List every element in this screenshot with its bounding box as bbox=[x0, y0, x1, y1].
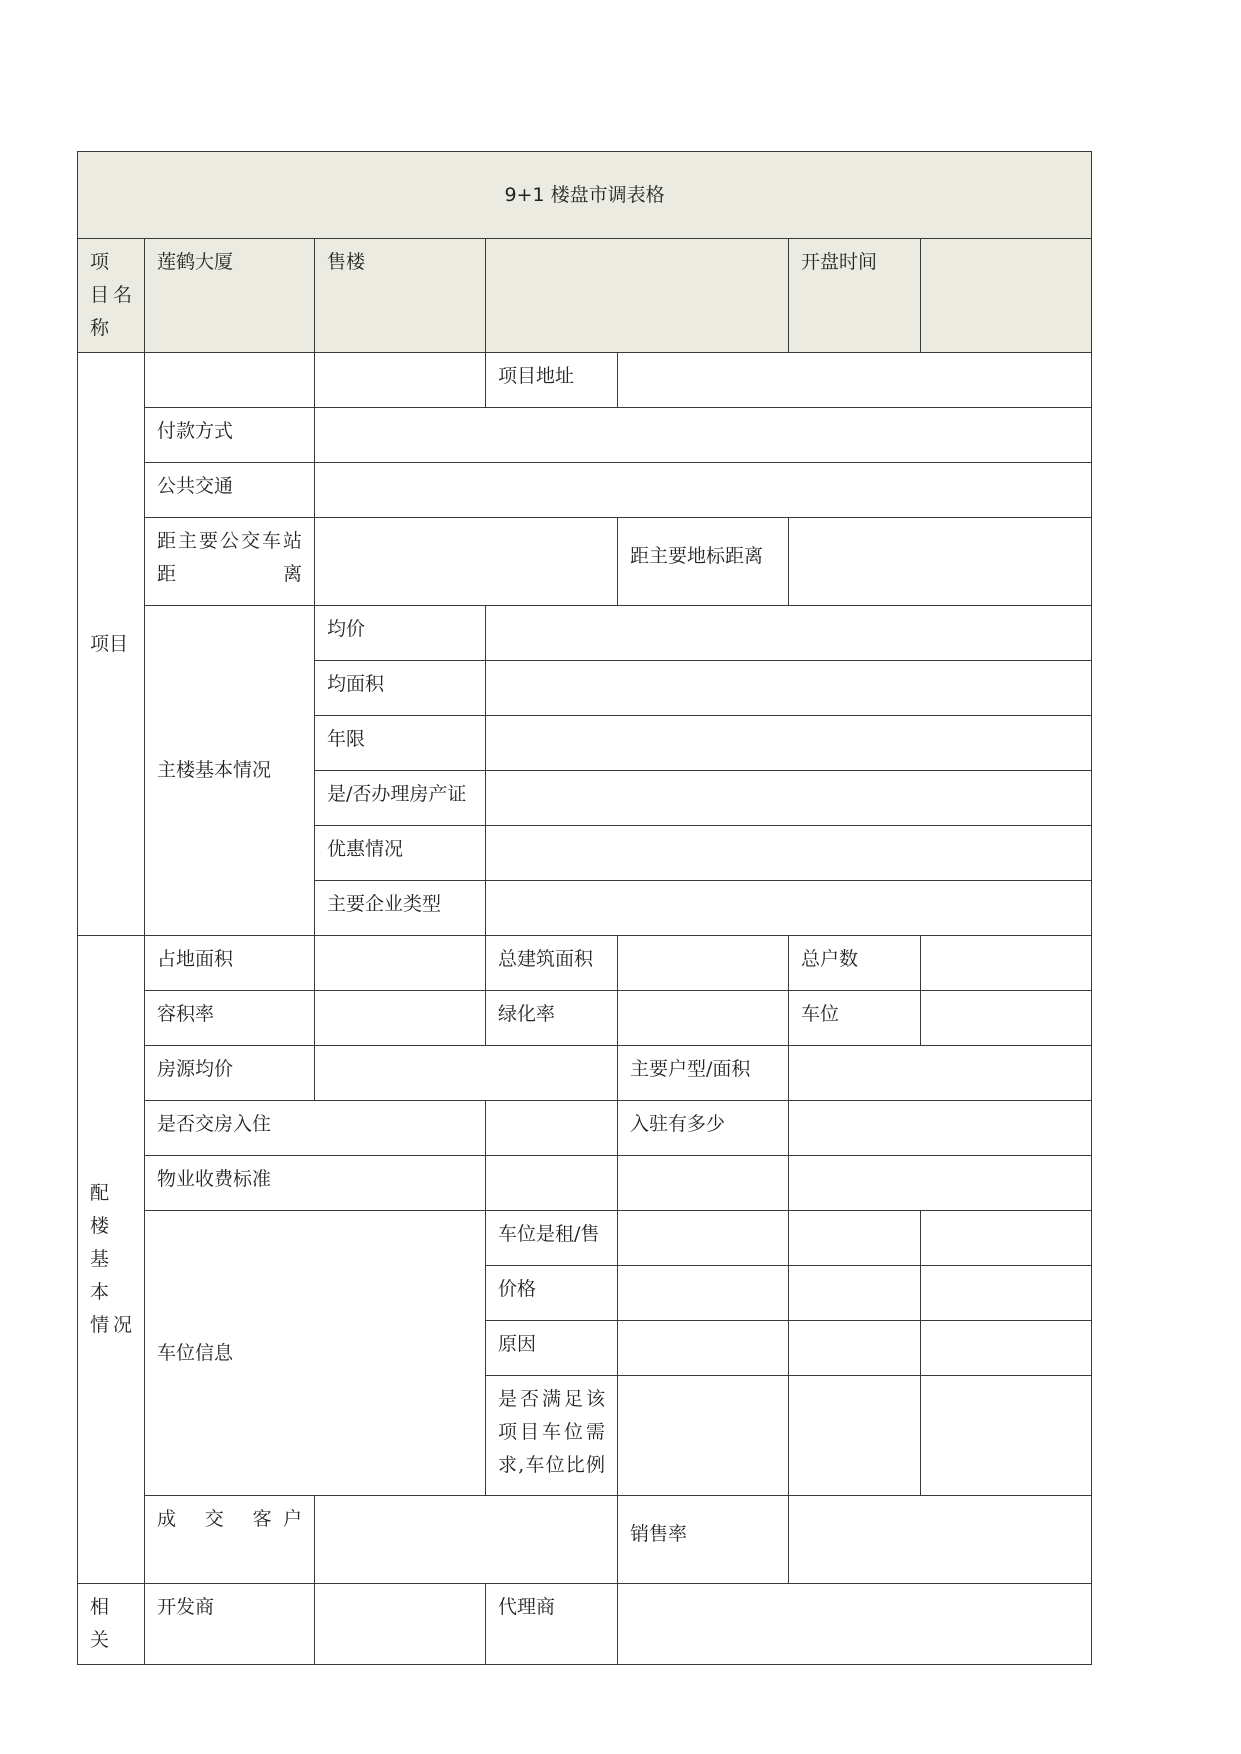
green-ratio-value-cell[interactable] bbox=[618, 991, 789, 1046]
parking-demand-cell[interactable] bbox=[618, 1376, 789, 1496]
sales-value-cell[interactable] bbox=[486, 239, 789, 353]
project-address-label: 项目地址 bbox=[486, 353, 618, 408]
parking-value-cell[interactable] bbox=[921, 991, 1092, 1046]
source-avg-price-label: 房源均价 bbox=[145, 1046, 315, 1101]
enterprise-type-value-cell[interactable] bbox=[486, 881, 1092, 936]
parking-demand-cell[interactable] bbox=[789, 1376, 921, 1496]
parking-demand-cell[interactable] bbox=[921, 1376, 1092, 1496]
project-blank-cell[interactable] bbox=[145, 353, 315, 408]
households-value-cell[interactable] bbox=[921, 936, 1092, 991]
project-address-value-cell[interactable] bbox=[618, 353, 1092, 408]
parking-rent-sale-cell[interactable] bbox=[618, 1211, 789, 1266]
main-building-label: 主楼基本情况 bbox=[145, 606, 315, 936]
opening-time-value-cell[interactable] bbox=[921, 239, 1092, 353]
public-transit-value-cell[interactable] bbox=[315, 463, 1092, 518]
total-floor-area-label: 总建筑面积 bbox=[486, 936, 618, 991]
parking-rent-sale-label: 车位是租/售 bbox=[486, 1211, 618, 1266]
households-label: 总户数 bbox=[789, 936, 921, 991]
avg-price-label: 均价 bbox=[315, 606, 486, 661]
deal-customers-label: 成 交 客户 bbox=[145, 1496, 315, 1584]
parking-reason-cell[interactable] bbox=[789, 1321, 921, 1376]
property-fee-extra-cell[interactable] bbox=[618, 1156, 789, 1211]
parking-reason-label: 原因 bbox=[486, 1321, 618, 1376]
parking-label: 车位 bbox=[789, 991, 921, 1046]
property-certificate-label: 是/否办理房产证 bbox=[315, 771, 486, 826]
form-title: 9+1 楼盘市调表格 bbox=[78, 152, 1092, 239]
parking-price-cell[interactable] bbox=[618, 1266, 789, 1321]
parking-price-label: 价格 bbox=[486, 1266, 618, 1321]
parking-info-label: 车位信息 bbox=[145, 1211, 486, 1496]
parking-price-cell[interactable] bbox=[789, 1266, 921, 1321]
delivered-value-cell[interactable] bbox=[486, 1101, 618, 1156]
property-fee-value-cell[interactable] bbox=[486, 1156, 618, 1211]
parking-price-cell[interactable] bbox=[921, 1266, 1092, 1321]
avg-area-label: 均面积 bbox=[315, 661, 486, 716]
avg-area-value-cell[interactable] bbox=[486, 661, 1092, 716]
developer-value-cell[interactable] bbox=[315, 1584, 486, 1665]
opening-time-label: 开盘时间 bbox=[789, 239, 921, 353]
enterprise-type-label: 主要企业类型 bbox=[315, 881, 486, 936]
payment-method-label: 付款方式 bbox=[145, 408, 315, 463]
parking-rent-sale-cell[interactable] bbox=[921, 1211, 1092, 1266]
source-avg-price-value-cell[interactable] bbox=[315, 1046, 618, 1101]
discount-label: 优惠情况 bbox=[315, 826, 486, 881]
bus-station-distance-label: 距主要公交车站距离 bbox=[145, 518, 315, 606]
property-fee-label: 物业收费标准 bbox=[145, 1156, 486, 1211]
occupancy-label: 入驻有多少 bbox=[618, 1101, 789, 1156]
parking-rent-sale-cell[interactable] bbox=[789, 1211, 921, 1266]
avg-price-value-cell[interactable] bbox=[486, 606, 1092, 661]
deal-customers-value-cell[interactable] bbox=[315, 1496, 618, 1584]
sales-label: 售楼 bbox=[315, 239, 486, 353]
property-certificate-value-cell[interactable] bbox=[486, 771, 1092, 826]
total-floor-area-value-cell[interactable] bbox=[618, 936, 789, 991]
land-area-label: 占地面积 bbox=[145, 936, 315, 991]
main-unit-type-label: 主要户型/面积 bbox=[618, 1046, 789, 1101]
delivered-label: 是否交房入住 bbox=[145, 1101, 486, 1156]
related-section-label: 相 关 bbox=[78, 1584, 145, 1665]
parking-reason-cell[interactable] bbox=[618, 1321, 789, 1376]
green-ratio-label: 绿化率 bbox=[486, 991, 618, 1046]
occupancy-value-cell[interactable] bbox=[789, 1101, 1092, 1156]
agent-label: 代理商 bbox=[486, 1584, 618, 1665]
landmark-distance-value-cell[interactable] bbox=[789, 518, 1092, 606]
payment-method-value-cell[interactable] bbox=[315, 408, 1092, 463]
project-blank-cell[interactable] bbox=[315, 353, 486, 408]
years-value-cell[interactable] bbox=[486, 716, 1092, 771]
parking-demand-label: 是否满足该项目车位需求,车位比例 bbox=[486, 1376, 618, 1496]
bus-station-distance-value-cell[interactable] bbox=[315, 518, 618, 606]
land-area-value-cell[interactable] bbox=[315, 936, 486, 991]
plot-ratio-label: 容积率 bbox=[145, 991, 315, 1046]
sales-rate-value-cell[interactable] bbox=[789, 1496, 1092, 1584]
agent-value-cell[interactable] bbox=[618, 1584, 1092, 1665]
discount-value-cell[interactable] bbox=[486, 826, 1092, 881]
property-fee-extra-cell[interactable] bbox=[789, 1156, 1092, 1211]
project-name-value: 莲鹤大厦 bbox=[145, 239, 315, 353]
plot-ratio-value-cell[interactable] bbox=[315, 991, 486, 1046]
sales-rate-label: 销售率 bbox=[618, 1496, 789, 1584]
developer-label: 开发商 bbox=[145, 1584, 315, 1665]
project-section-label: 项目 bbox=[78, 353, 145, 936]
main-unit-type-value-cell[interactable] bbox=[789, 1046, 1092, 1101]
parking-reason-cell[interactable] bbox=[921, 1321, 1092, 1376]
landmark-distance-label: 距主要地标距离 bbox=[618, 518, 789, 606]
project-name-label: 项 目名称 bbox=[78, 239, 145, 353]
market-survey-table bbox=[77, 151, 1092, 1665]
support-building-section-label: 配 楼 基 本 情况 bbox=[78, 936, 145, 1584]
years-label: 年限 bbox=[315, 716, 486, 771]
public-transit-label: 公共交通 bbox=[145, 463, 315, 518]
